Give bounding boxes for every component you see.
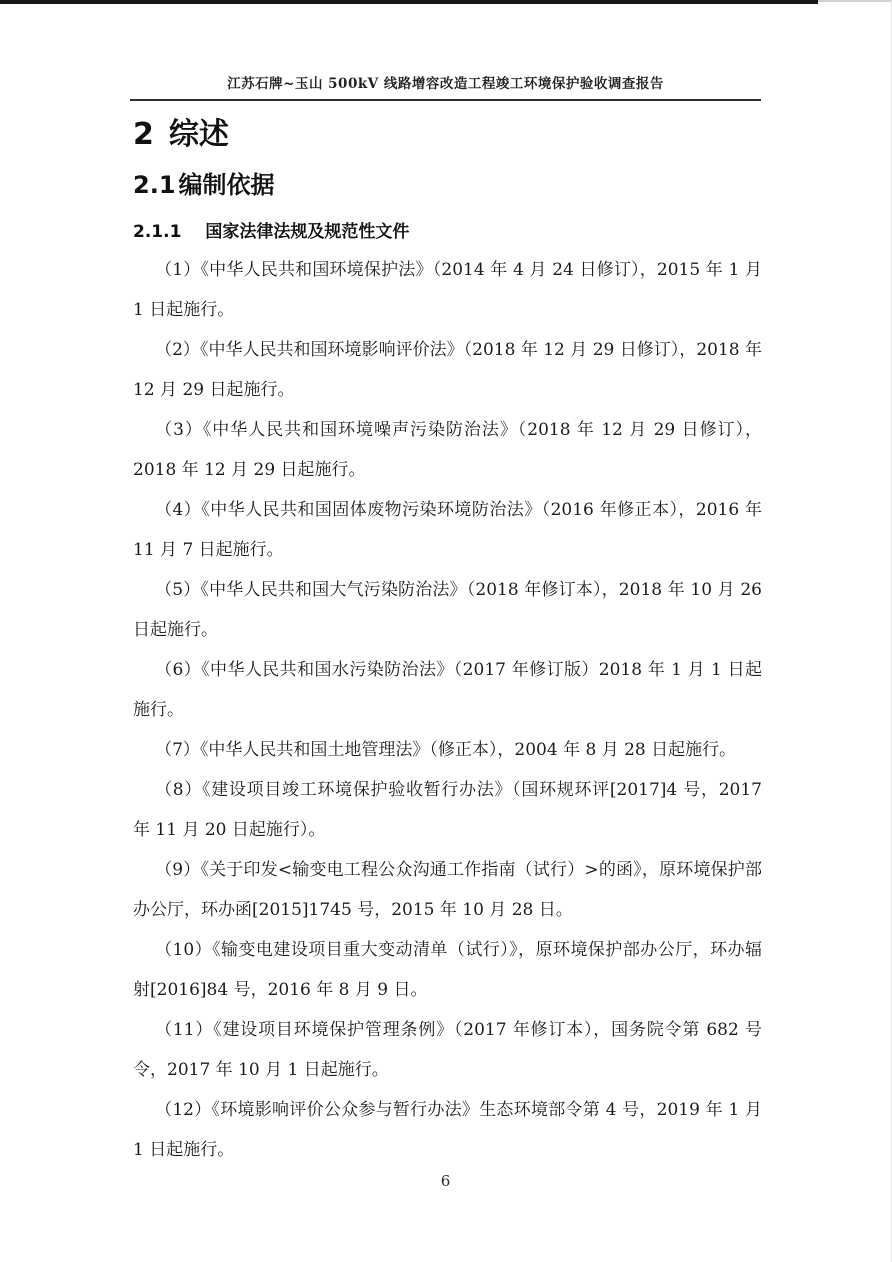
legal-reference-item: （11）《建设项目环境保护管理条例》（2017 年修订本），国务院令第 682 号令，2017 年 10 月 1 日起施行。 xyxy=(133,1020,762,1081)
scan-edge-artifact-light xyxy=(818,0,892,2)
legal-reference-item: （4）《中华人民共和国固体废物污染环境防治法》（2016 年修正本），2016 年 11 月 7 日起施行。 xyxy=(133,500,762,561)
page-number: 6 xyxy=(440,1172,451,1190)
legal-reference-item: （12）《环境影响评价公众参与暂行办法》生态环境部令第 4 号，2019 年 1 月 1 日起施行。 xyxy=(133,1100,762,1161)
legal-reference-item: （7）《中华人民共和国土地管理法》（修正本），2004 年 8 月 28 日起施行。 xyxy=(155,740,737,761)
running-header: 江苏石牌~玉山 500kV 线路增容改造工程竣工环境保护验收调查报告 xyxy=(130,72,761,101)
legal-reference-item: （10）《输变电建设项目重大变动清单（试行）》，原环境保护部办公厅，环办辐射[2016]84 号，2016 年 8 月 9 日。 xyxy=(133,940,762,1001)
legal-reference-item: （9）《关于印发<输变电工程公众沟通工作指南（试行）>的函》，原环境保护部办公厅，环办函[2015]1745 号，2015 年 10 月 28 日。 xyxy=(133,860,762,921)
chapter-number: 2 xyxy=(133,117,154,152)
section-title: 编制依据 xyxy=(178,171,275,199)
page-content xyxy=(133,117,762,1170)
section-heading xyxy=(133,171,762,200)
legal-reference-item: （1）《中华人民共和国环境保护法》（2014 年 4 月 24 日修订），2015 年 1 月 1 日起施行。 xyxy=(133,260,762,321)
scan-edge-artifact xyxy=(0,0,818,4)
legal-reference-item: （3）《中华人民共和国环境噪声污染防治法》（2018 年 12 月 29 日修订），2018 年 12 月 29 日起施行。 xyxy=(133,420,762,481)
legal-reference-item: （6）《中华人民共和国水污染防治法》（2017 年修订版）2018 年 1 月 1 日起施行。 xyxy=(133,660,762,721)
section-number: 2.1 xyxy=(133,171,176,199)
chapter-heading xyxy=(133,117,762,153)
subsection-number: 2.1.1 xyxy=(133,221,182,242)
chapter-title: 综述 xyxy=(168,117,229,152)
legal-reference-item: （2）《中华人民共和国环境影响评价法》（2018 年 12 月 29 日修订），2018 年 12 月 29 日起施行。 xyxy=(133,340,762,401)
legal-reference-item: （8）《建设项目竣工环境保护验收暂行办法》（国环规环评[2017]4 号，2017 年 11 月 20 日起施行）。 xyxy=(133,780,762,841)
legal-reference-item: （5）《中华人民共和国大气污染防治法》（2018 年修订本），2018 年 10 月 26 日起施行。 xyxy=(133,580,762,641)
subsection-title: 国家法律法规及规范性文件 xyxy=(205,221,410,242)
subsection-heading xyxy=(133,222,762,242)
legal-references-list xyxy=(133,250,762,1170)
